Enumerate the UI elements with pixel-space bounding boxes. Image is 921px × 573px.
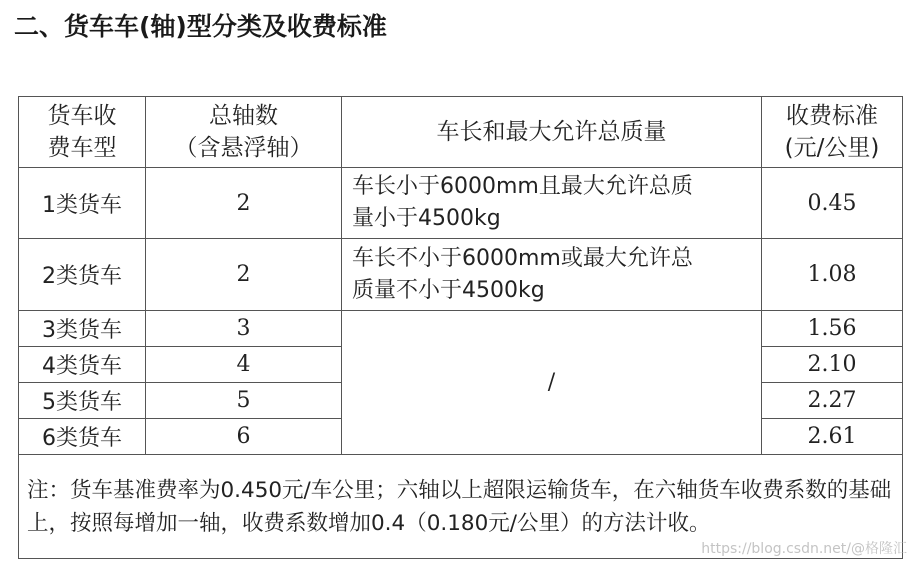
length-weight-cell xyxy=(342,168,762,239)
merged-length-weight-cell: / xyxy=(342,311,762,455)
vehicle-type-cell: 5类货车 xyxy=(19,383,146,419)
toll-rate-cell: 2.61 xyxy=(762,419,903,455)
axle-count-cell: 5 xyxy=(146,383,342,419)
table-row xyxy=(19,168,903,239)
length-weight-line-1: 车长小于6000mm且最大允许总质 xyxy=(352,174,693,199)
header-axle-count xyxy=(146,97,342,168)
toll-rate-cell: 0.45 xyxy=(762,168,903,239)
header-length-weight: 车长和最大允许总质量 xyxy=(342,97,762,168)
vehicle-type-cell: 6类货车 xyxy=(19,419,146,455)
axle-count-cell: 3 xyxy=(146,311,342,347)
header-toll-rate-line-1: 收费标准 xyxy=(786,103,878,129)
axle-count-cell: 2 xyxy=(146,239,342,311)
header-axle-count-line-2: （含悬浮轴） xyxy=(174,135,313,161)
length-weight-cell xyxy=(342,239,762,311)
header-vehicle-type-line-2: 费车型 xyxy=(47,135,117,161)
toll-rate-cell: 2.27 xyxy=(762,383,903,419)
vehicle-type-cell: 2类货车 xyxy=(19,239,146,311)
header-vehicle-type-line-1: 货车收 xyxy=(47,103,117,129)
axle-count-cell: 4 xyxy=(146,347,342,383)
header-toll-rate-line-2: (元/公里) xyxy=(784,135,880,161)
header-vehicle-type xyxy=(19,97,146,168)
axle-count-cell: 6 xyxy=(146,419,342,455)
length-weight-line-2: 量小于4500kg xyxy=(352,206,501,231)
table-header-row xyxy=(19,97,903,168)
page-title: 二、货车车(轴)型分类及收费标准 xyxy=(14,12,387,41)
header-axle-count-line-1: 总轴数 xyxy=(209,103,278,129)
length-weight-line-1: 车长不小于6000mm或最大允许总 xyxy=(352,245,693,271)
vehicle-type-cell: 4类货车 xyxy=(19,347,146,383)
table-note: 注：货车基准费率为0.450元/车公里；六轴以上超限运输货车，在六轴货车收费系数的基础上，按照每增加一轴，收费系数增加0.4（0.180元/公里）的方法计收。 xyxy=(19,455,903,559)
vehicle-type-cell: 1类货车 xyxy=(19,168,146,239)
vehicle-type-cell: 3类货车 xyxy=(19,311,146,347)
watermark: https://blog.csdn.net/@格隆汇 xyxy=(701,541,907,557)
toll-standard-table xyxy=(18,96,903,559)
table-row xyxy=(19,239,903,311)
toll-rate-cell: 1.08 xyxy=(762,239,903,311)
toll-rate-cell: 2.10 xyxy=(762,347,903,383)
axle-count-cell: 2 xyxy=(146,168,342,239)
length-weight-line-2: 质量不小于4500kg xyxy=(352,277,545,303)
header-toll-rate xyxy=(762,97,903,168)
toll-rate-cell: 1.56 xyxy=(762,311,903,347)
table-row xyxy=(19,311,903,347)
